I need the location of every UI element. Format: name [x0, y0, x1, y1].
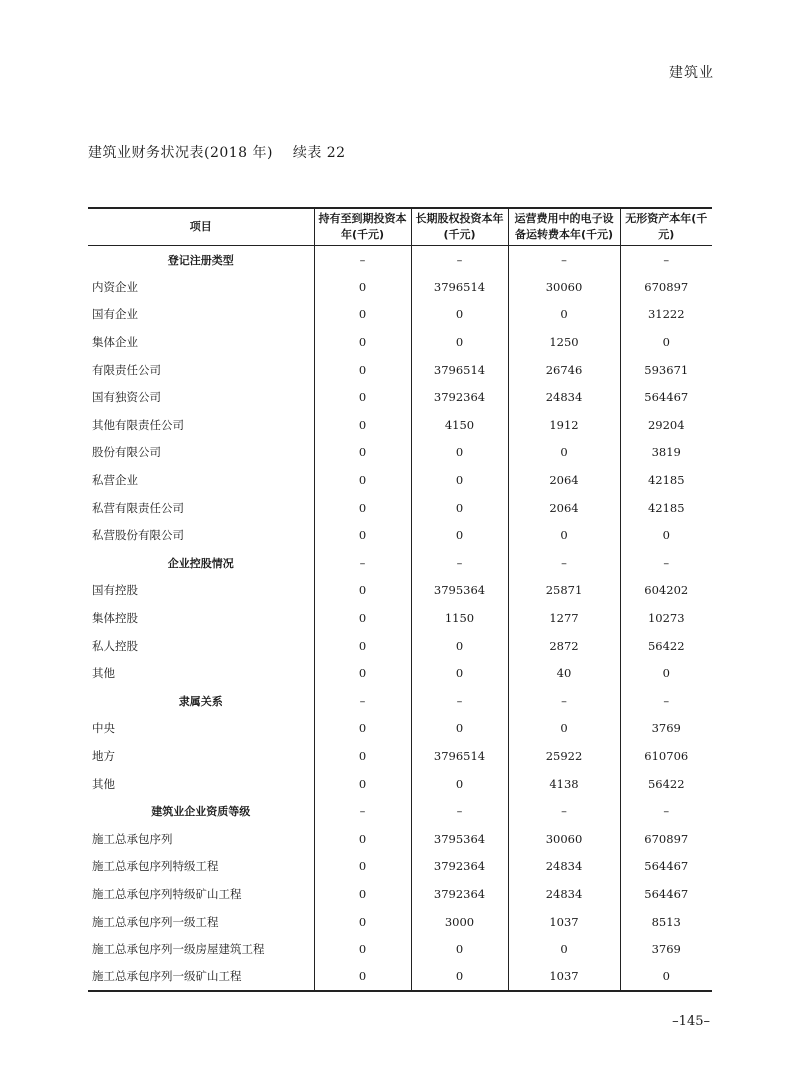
row-label: 国有独资公司	[88, 383, 314, 411]
table-body	[88, 246, 712, 991]
row-value-col4: –	[663, 804, 670, 819]
row-value-col4: 593671	[644, 362, 689, 377]
row-value-col4: 0	[662, 666, 670, 681]
table-row	[88, 935, 712, 963]
table-section-row	[88, 797, 712, 825]
row-value-col4: 610706	[644, 748, 689, 763]
row-value-col4: 0	[662, 335, 670, 350]
row-value-col4: 31222	[647, 307, 685, 322]
row-value-col3: 0	[508, 521, 620, 549]
row-label: 施工总承包序列特级矿山工程	[88, 880, 314, 908]
table-row	[88, 466, 712, 494]
row-value-col2: 3796514	[411, 273, 508, 301]
row-label: 企业控股情况	[88, 549, 314, 577]
table-row	[88, 715, 712, 743]
row-value-col4: –	[663, 252, 670, 267]
row-value-col3: 24834	[508, 383, 620, 411]
row-value-col3: 4138	[508, 770, 620, 798]
table-row	[88, 853, 712, 881]
row-value-col1: –	[314, 797, 411, 825]
table-title	[88, 142, 346, 162]
row-value-col1: 0	[314, 908, 411, 936]
row-value-col2: 3796514	[411, 742, 508, 770]
row-value-col1: 0	[314, 383, 411, 411]
row-label: 中央	[88, 715, 314, 743]
row-value-col3: 1277	[508, 604, 620, 632]
row-value-col1: 0	[314, 659, 411, 687]
row-value-col2: 4150	[411, 411, 508, 439]
row-value-col3: 24834	[508, 880, 620, 908]
row-label: 集体企业	[88, 328, 314, 356]
row-value-col4: 604202	[644, 583, 689, 598]
row-value-col1: –	[314, 246, 411, 274]
row-value-col1: 0	[314, 715, 411, 743]
row-value-col1: 0	[314, 632, 411, 660]
row-value-col1: 0	[314, 356, 411, 384]
row-label: 私人控股	[88, 632, 314, 660]
table-title-spacer	[278, 145, 288, 161]
row-value-col4: 670897	[644, 279, 689, 294]
row-value-col1: 0	[314, 604, 411, 632]
row-value-col2: 3795364	[411, 825, 508, 853]
row-value-col4: 670897	[644, 831, 689, 846]
row-value-col3: 1250	[508, 328, 620, 356]
row-value-col3: 2064	[508, 494, 620, 522]
row-value-col2: 1150	[411, 604, 508, 632]
row-label: 集体控股	[88, 604, 314, 632]
table-title-continued: 续表 22	[292, 145, 346, 161]
table-row	[88, 963, 712, 991]
row-value-col2: 0	[411, 935, 508, 963]
row-label: 其他	[88, 770, 314, 798]
row-value-col1: 0	[314, 411, 411, 439]
column-header-held-to-maturity: 持有至到期投资本年(千元)	[314, 208, 411, 246]
row-label: 私营股份有限公司	[88, 521, 314, 549]
row-value-col3: 30060	[508, 825, 620, 853]
row-value-col2: 3792364	[411, 383, 508, 411]
table-row	[88, 604, 712, 632]
row-value-col2: 0	[411, 494, 508, 522]
row-value-col4: 42185	[647, 500, 685, 515]
row-value-col3: 30060	[508, 273, 620, 301]
row-label: 其他	[88, 659, 314, 687]
table-header-row	[88, 208, 712, 246]
row-value-col2: –	[411, 687, 508, 715]
row-value-col4: 10273	[647, 611, 685, 626]
row-value-col1: 0	[314, 770, 411, 798]
row-value-col2: 3796514	[411, 356, 508, 384]
row-value-col4: 564467	[644, 859, 689, 874]
row-value-col3: 2064	[508, 466, 620, 494]
table-row	[88, 521, 712, 549]
row-value-col2: 3792364	[411, 853, 508, 881]
row-value-col4: 0	[620, 963, 712, 991]
row-value-col4: 564467	[644, 886, 689, 901]
row-value-col1: 0	[314, 494, 411, 522]
row-value-col3: 1037	[508, 908, 620, 936]
table-row	[88, 908, 712, 936]
row-value-col4: 42185	[647, 473, 685, 488]
row-value-col2: 0	[411, 632, 508, 660]
table-row	[88, 632, 712, 660]
row-value-col2: –	[411, 797, 508, 825]
row-value-col2: 0	[411, 301, 508, 329]
running-head: 建筑业	[669, 65, 714, 81]
row-label: 其他有限责任公司	[88, 411, 314, 439]
row-value-col3: 0	[508, 715, 620, 743]
table-row	[88, 328, 712, 356]
row-value-col2: 0	[411, 659, 508, 687]
row-value-col2: 3000	[411, 908, 508, 936]
row-value-col1: 0	[314, 825, 411, 853]
table-row	[88, 411, 712, 439]
row-value-col4: 3769	[651, 721, 681, 736]
row-value-col3: 2872	[508, 632, 620, 660]
table-row	[88, 659, 712, 687]
row-label: 私营企业	[88, 466, 314, 494]
row-value-col1: 0	[314, 328, 411, 356]
table-row	[88, 825, 712, 853]
row-value-col3: 0	[508, 935, 620, 963]
row-label: 施工总承包序列特级工程	[88, 853, 314, 881]
row-value-col2: 0	[411, 466, 508, 494]
table-row	[88, 770, 712, 798]
row-value-col2: –	[411, 246, 508, 274]
row-label: 施工总承包序列一级矿山工程	[88, 963, 314, 991]
table-row	[88, 439, 712, 467]
row-value-col3: 0	[508, 301, 620, 329]
row-value-col3: 26746	[508, 356, 620, 384]
row-label: 有限责任公司	[88, 356, 314, 384]
row-value-col2: 0	[411, 770, 508, 798]
row-value-col1: 0	[314, 880, 411, 908]
row-value-col2: 0	[411, 439, 508, 467]
table-row	[88, 742, 712, 770]
row-value-col1: 0	[314, 853, 411, 881]
finance-table	[88, 207, 712, 992]
row-label: 施工总承包序列一级房屋建筑工程	[88, 935, 314, 963]
table-row	[88, 880, 712, 908]
row-value-col4: 56422	[647, 638, 685, 653]
row-value-col1: 0	[314, 935, 411, 963]
row-value-col1: 0	[314, 742, 411, 770]
row-value-col4: 56422	[647, 776, 685, 791]
row-label: 国有企业	[88, 301, 314, 329]
table-section-row	[88, 687, 712, 715]
table-row	[88, 577, 712, 605]
row-value-col4: 564467	[644, 390, 689, 405]
row-value-col3: –	[508, 549, 620, 577]
row-value-col2: 3795364	[411, 577, 508, 605]
row-value-col1: 0	[314, 521, 411, 549]
row-value-col2: 0	[411, 521, 508, 549]
row-label: 施工总承包序列	[88, 825, 314, 853]
row-value-col3: 25871	[508, 577, 620, 605]
row-value-col4: 0	[662, 528, 670, 543]
row-value-col2: 0	[411, 963, 508, 991]
row-value-col1: 0	[314, 439, 411, 467]
row-value-col1: –	[314, 549, 411, 577]
column-header-long-term-equity: 长期股权投资本年(千元)	[411, 208, 508, 246]
table-row	[88, 273, 712, 301]
table-row	[88, 494, 712, 522]
row-value-col4: 3769	[651, 942, 681, 957]
row-value-col4: 8513	[651, 914, 681, 929]
row-label: 登记注册类型	[88, 246, 314, 274]
row-value-col1: 0	[314, 273, 411, 301]
column-header-item: 项目	[88, 208, 314, 246]
row-value-col4: –	[663, 555, 670, 570]
table-row	[88, 356, 712, 384]
row-value-col1: 0	[314, 466, 411, 494]
row-value-col1: –	[314, 687, 411, 715]
row-value-col3: 24834	[508, 853, 620, 881]
row-value-col3: –	[508, 246, 620, 274]
row-value-col2: –	[411, 549, 508, 577]
row-value-col1: 0	[314, 963, 411, 991]
table-section-row	[88, 549, 712, 577]
page-number: –145–	[672, 1014, 710, 1029]
row-label: 私营有限责任公司	[88, 494, 314, 522]
column-header-electronic-equipment-cost: 运营费用中的电子设备运转费本年(千元)	[508, 208, 620, 246]
table-title-main: 建筑业财务状况表(2018 年)	[88, 145, 274, 161]
row-value-col1: 0	[314, 301, 411, 329]
row-value-col3: 0	[508, 439, 620, 467]
row-value-col2: 3792364	[411, 880, 508, 908]
row-label: 国有控股	[88, 577, 314, 605]
row-label: 内资企业	[88, 273, 314, 301]
column-header-intangible-assets: 无形资产本年(千元)	[620, 208, 712, 246]
row-label: 地方	[88, 742, 314, 770]
row-value-col2: 0	[411, 328, 508, 356]
table-row	[88, 383, 712, 411]
row-label: 施工总承包序列一级工程	[88, 908, 314, 936]
row-value-col3: –	[508, 797, 620, 825]
row-label: 隶属关系	[88, 687, 314, 715]
row-value-col3: 1037	[508, 963, 620, 991]
row-value-col3: 1912	[508, 411, 620, 439]
row-value-col4: –	[663, 693, 670, 708]
row-value-col3: –	[508, 687, 620, 715]
row-value-col3: 25922	[508, 742, 620, 770]
row-value-col4: 29204	[647, 417, 685, 432]
row-value-col1: 0	[314, 577, 411, 605]
row-value-col4: 3819	[651, 445, 681, 460]
row-value-col2: 0	[411, 715, 508, 743]
row-value-col3: 40	[508, 659, 620, 687]
table-section-row	[88, 246, 712, 274]
row-label: 股份有限公司	[88, 439, 314, 467]
row-label: 建筑业企业资质等级	[88, 797, 314, 825]
table-row	[88, 301, 712, 329]
